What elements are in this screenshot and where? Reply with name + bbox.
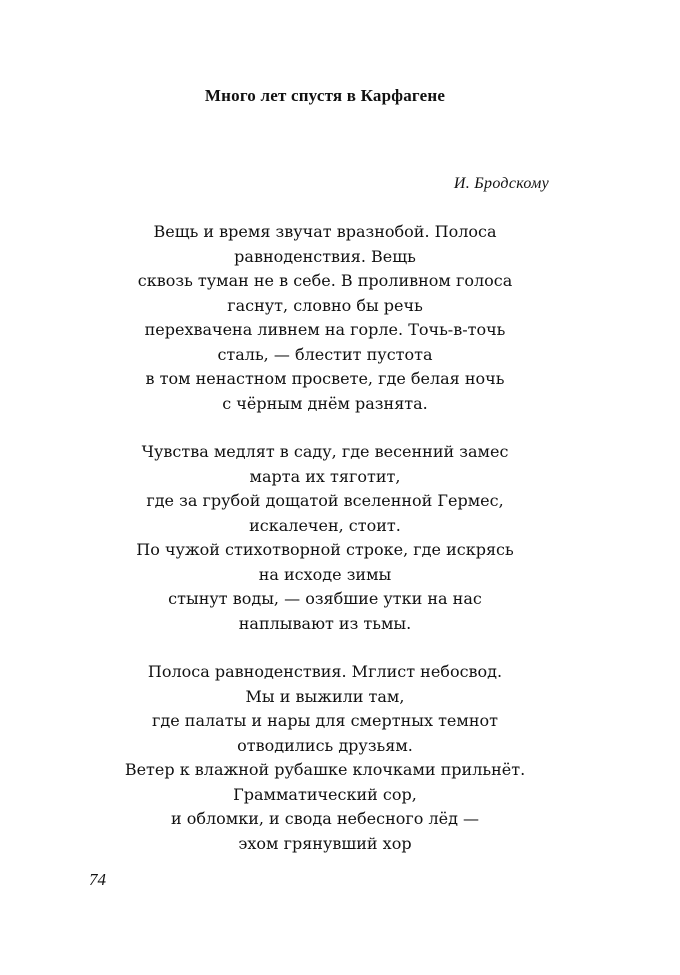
poem-line: сквозь туман не в себе. В проливном голоса [137, 271, 513, 290]
poem-dedication: И. Бродскому [453, 175, 549, 192]
stanza-2 [0, 440, 650, 636]
poem-body [0, 220, 650, 856]
poem-line: Вещь и время звучат вразнобой. Полоса [153, 222, 497, 241]
poem-line: стынут воды, — озябшие утки на нас [168, 589, 482, 608]
poem-line: Ветер к влажной рубашке клочками прильнёт. [124, 760, 526, 779]
poem-line: равноденствия. Вещь [234, 246, 416, 266]
stanza-3 [0, 660, 650, 856]
poem-line: гаснут, словно бы речь [227, 295, 423, 315]
poem-line: Грамматический сор, [233, 784, 417, 804]
poem-line: наплывают из тьмы. [238, 613, 412, 633]
poem-line: Мы и выжили там, [245, 686, 405, 706]
poem-line: отводились друзьям. [237, 735, 413, 755]
poem-line: перехвачена ливнем на горле. Точь-в-точь [144, 320, 506, 339]
poem-line: Чувства медлят в саду, где весенний замес [141, 442, 509, 461]
poem-line: где палаты и нары для смертных темнот [152, 711, 498, 730]
poem-line: на исходе зимы [258, 564, 392, 584]
poem-line: в том ненастном просвете, где белая ночь [145, 369, 505, 388]
poem-line: сталь, — блестит пустота [217, 344, 433, 364]
page-number: 74 [89, 870, 106, 889]
stanza-1 [0, 220, 650, 416]
poem-title: Много лет спустя в Карфагене [204, 86, 446, 105]
poem-line: где за грубой дощатой вселенной Гермес, [146, 491, 504, 510]
poem-line: с чёрным днём разнята. [222, 393, 428, 413]
poem-line: эхом грянувший хор [238, 833, 412, 853]
poem-line: марта их тяготит, [249, 466, 401, 486]
poem-line: искалечен, стоит. [249, 515, 401, 535]
poem-line: Полоса равноденствия. Мглист небосвод. [147, 662, 503, 681]
poem-line: и обломки, и свода небесного лёд — [170, 809, 480, 828]
poem-line: По чужой стихотворной строке, где искрясь [136, 540, 514, 559]
